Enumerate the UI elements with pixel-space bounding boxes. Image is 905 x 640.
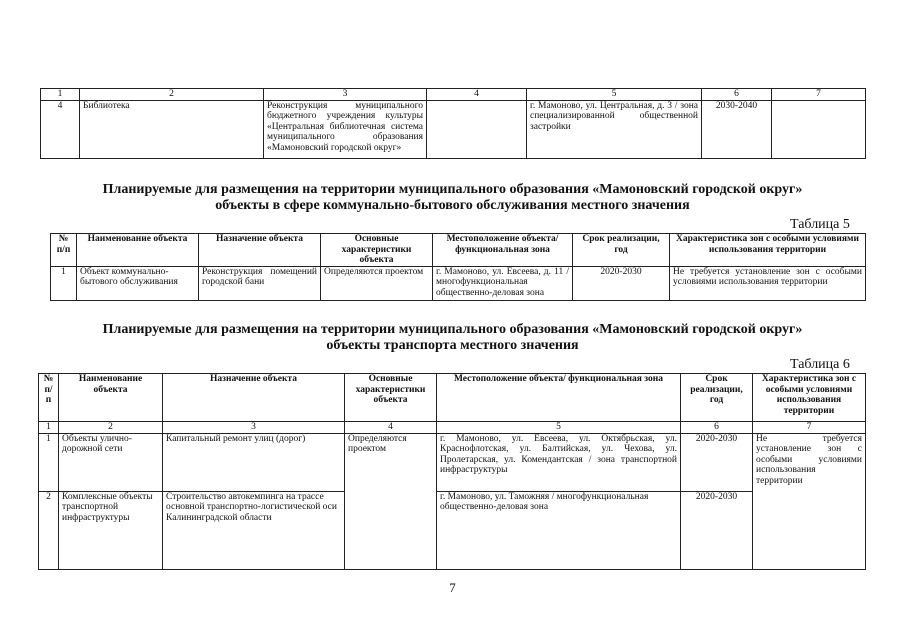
table-row (51, 266, 866, 300)
object-location: г. Мамоново, ул. Евсеева, д. 11 / многофункциональная общественно-деловая зона (433, 266, 573, 300)
header-characteristics: Основные характеристики объекта (321, 234, 433, 267)
object-location: г. Мамоново, ул. Таможняя / многофункциональная общественно-деловая зона (437, 491, 681, 569)
page-number: 7 (449, 580, 456, 595)
table6-header-numbers (39, 422, 866, 434)
col-number: 1 (39, 422, 59, 434)
object-purpose: Реконструкция муниципального бюджетного учреждения культуры «Центральная библиотечная система муниципального образования «Мамоновский городской округ» (264, 100, 427, 158)
col-number: 5 (437, 422, 681, 434)
table5-caption: Таблица 5 (790, 217, 850, 232)
col-number: 2 (80, 89, 264, 101)
object-purpose: Реконструкция помещений городской бани (199, 266, 321, 300)
col-number: 1 (41, 89, 80, 101)
object-name: Объекты улично-дорожной сети (59, 433, 163, 491)
col-number: 7 (753, 422, 866, 434)
object-characteristics (427, 100, 527, 158)
object-name: Комплексные объекты транспортной инфраструктуры (59, 491, 163, 569)
header-zone: Характеристика зон с особыми условиями использования территории (753, 374, 866, 422)
object-characteristics: Определяются проектом (321, 266, 433, 300)
row-number: 4 (41, 100, 80, 158)
col-number: 7 (772, 89, 866, 101)
col-number: 5 (527, 89, 702, 101)
header-number: № п/ п (39, 374, 59, 422)
section6-title-line2: объекты транспорта местного значения (326, 338, 579, 353)
col-number: 3 (163, 422, 345, 434)
col-number: 4 (345, 422, 437, 434)
header-zone: Характеристика зон с особыми условиями использования территории (670, 234, 866, 267)
table-row (39, 491, 866, 569)
section5-title-line1: Планируемые для размещения на территории муниципального образования «Мамоновский городской округ» (102, 182, 803, 197)
header-number: № п/п (51, 234, 77, 267)
header-name: Наименование объекта (59, 374, 163, 422)
col-number: 6 (681, 422, 753, 434)
col-number: 6 (702, 89, 772, 101)
table-continuation (40, 88, 866, 159)
table6-caption: Таблица 6 (790, 357, 850, 372)
table-row (39, 433, 866, 491)
header-name: Наименование объекта (77, 234, 199, 267)
header-location: Местоположение объекта/ функциональная зона (437, 374, 681, 422)
header-characteristics: Основные характеристики объекта (345, 374, 437, 422)
object-period: 2020-2030 (573, 266, 670, 300)
header-period: Срок реализации, год (573, 234, 670, 267)
object-name: Объект коммунально-бытового обслуживания (77, 266, 199, 300)
object-location: г. Мамоново, ул. Евсеева, ул. Октябрьская, ул. Краснофлотская, ул. Балтийская, ул. Чехова, ул. Пролетарская, ул. Комендантская / зона транспортной инфраструктуры (437, 433, 681, 491)
section6-title (40, 322, 865, 354)
section5-title (40, 182, 865, 214)
section5-title-line2: объекты в сфере коммунально-бытового обслуживания местного значения (215, 198, 690, 213)
row-number: 1 (39, 433, 59, 491)
object-name: Библиотека (80, 100, 264, 158)
section6-title-line1: Планируемые для размещения на территории муниципального образования «Мамоновский городской округ» (102, 322, 803, 337)
table-row (41, 100, 866, 158)
table6 (38, 373, 866, 570)
header-location: Местоположение объекта/ функциональная зона (433, 234, 573, 267)
header-period: Срок реализации, год (681, 374, 753, 422)
object-zone: Не требуется установление зон с особыми условиями использования территории (753, 433, 866, 569)
object-location: г. Мамоново, ул. Центральная, д. 3 / зона специализированной общественной застройки (527, 100, 702, 158)
table-header-numbers (41, 89, 866, 101)
table6-header (39, 374, 866, 422)
object-purpose: Строительство автокемпинга на трассе основной транспортно-логистической оси Калининградской области (163, 491, 345, 569)
object-characteristics: Определяются проектом (345, 433, 437, 569)
header-purpose: Назначение объекта (163, 374, 345, 422)
table5 (50, 233, 866, 301)
col-number: 4 (427, 89, 527, 101)
object-period: 2020-2030 (681, 491, 753, 569)
row-number: 1 (51, 266, 77, 300)
col-number: 2 (59, 422, 163, 434)
col-number: 3 (264, 89, 427, 101)
object-zone (772, 100, 866, 158)
object-purpose: Капитальный ремонт улиц (дорог) (163, 433, 345, 491)
header-purpose: Назначение объекта (199, 234, 321, 267)
object-zone: Не требуется установление зон с особыми условиями использования территории (670, 266, 866, 300)
object-period: 2030-2040 (702, 100, 772, 158)
row-number: 2 (39, 491, 59, 569)
object-period: 2020-2030 (681, 433, 753, 491)
table5-header (51, 234, 866, 267)
